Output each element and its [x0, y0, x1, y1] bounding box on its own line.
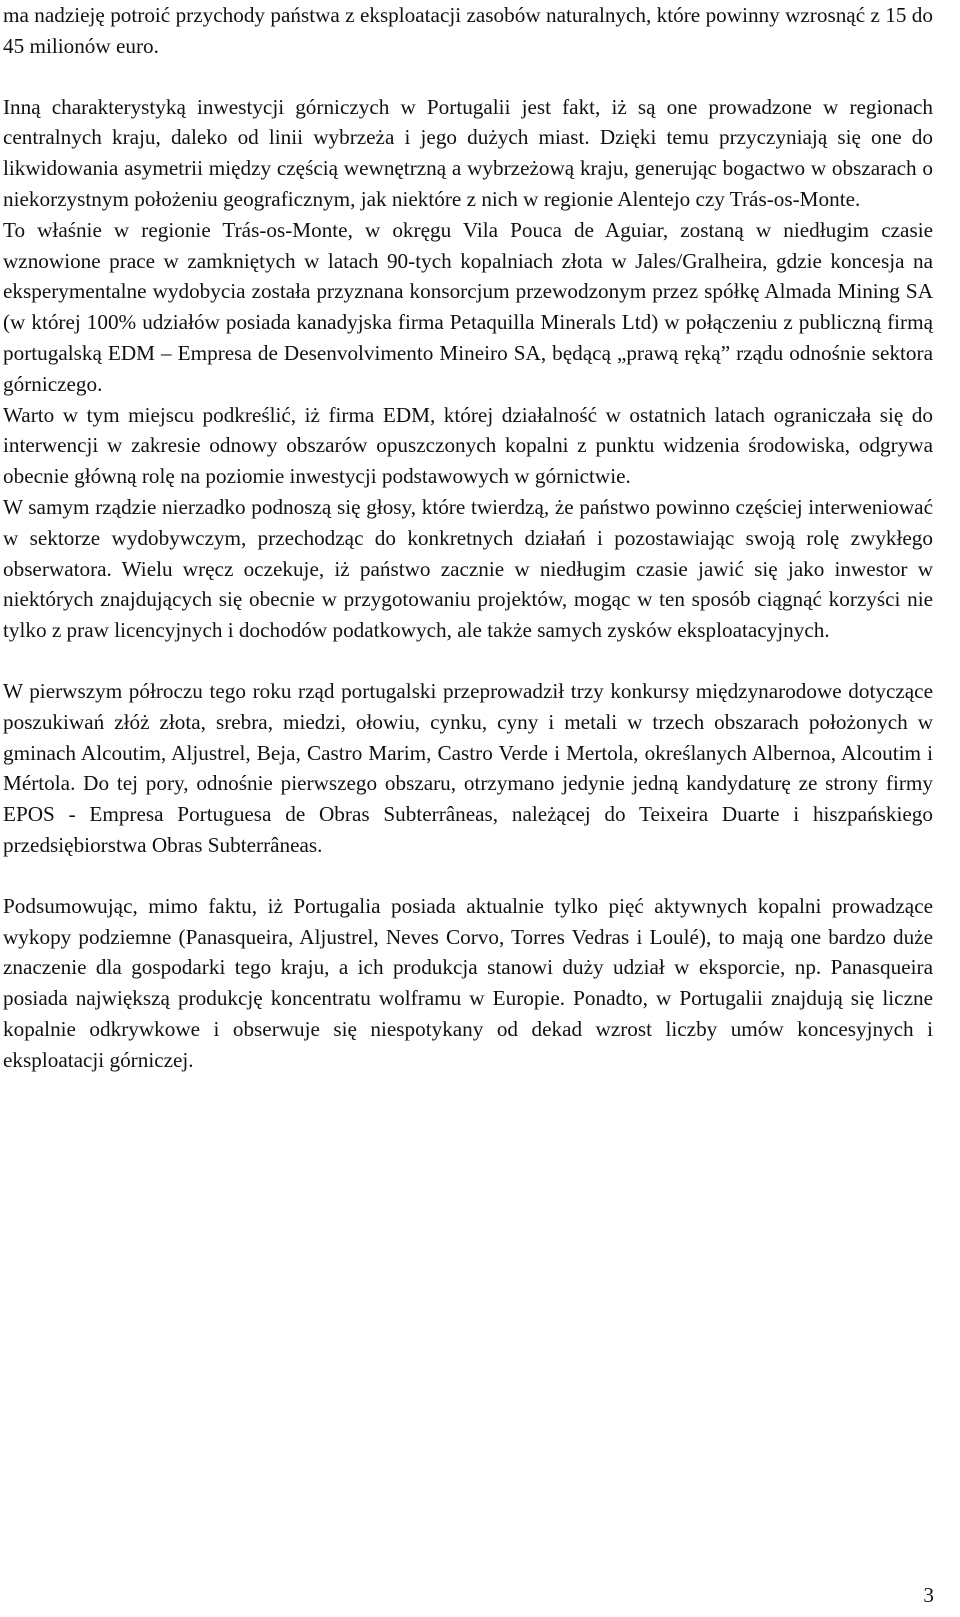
paragraph-summary: Podsumowując, mimo faktu, iż Portugalia posiada aktualnie tylko pięć aktywnych kopalni prowadzące wykopy podziemne (Panasqueira, Aljustrel, Neves Corvo, Torres Vedras i Loulé), to mają one bardzo duże znaczenie dla gospodarki tego kraju, a ich produkcja stanowi duży udział w eksporcie, np. Panasqueira posiada największą produkcję koncentratu wolframu w Europie. Ponadto, w Portugalii znajdują się liczne kopalnie odkrywkowe i obserwuje się niespotykany od dekad wzrost liczby umów koncesyjnych i eksploatacji górniczej. [3, 893, 933, 1072]
paragraph-gap [3, 646, 933, 676]
paragraph-regional-investment: Inną charakterystyką inwestycji górniczych w Portugalii jest fakt, iż są one prowadzone w regionach centralnych kraju, daleko od linii wybrzeża i jego dużych miast. Dzięki temu przyczyniają się one do likwidowania asymetrii między częścią wewnętrzną a wybrzeżową kraju, generując bogactwo w obszarach o niekorzystnym położeniu geograficznym, jak niektóre z nich w regionie Alentejo czy Trás-os-Monte. [3, 94, 933, 211]
document-page [3, 0, 933, 1076]
paragraph-edm-role: Warto w tym miejscu podkreślić, iż firma EDM, której działalność w ostatnich latach ograniczała się do interwencji w zakresie odnowy obszarów opuszczonych kopalni z punktu widzenia środowiska, odgrywa obecnie główną rolę na poziomie inwestycji podstawowych w górnictwie. [3, 402, 933, 489]
paragraph-gap [3, 861, 933, 891]
paragraph-international-tenders: W pierwszym półroczu tego roku rząd portugalski przeprowadził trzy konkursy międzynarodowe dotyczące poszukiwań złóż złota, srebra, miedzi, ołowiu, cynku, cyny i metali w trzech obszarach położonych w gminach Alcoutim, Aljustrel, Beja, Castro Marim, Castro Verde i Mertola, określanych Albernoa, Alcoutim i Mértola. Do tej pory, odnośnie pierwszego obszaru, otrzymano jedynie jedną kandydaturę ze strony firmy EPOS - Empresa Portuguesa de Obras Subterrâneas, należącej do Teixeira Duarte i hiszpańskiego przedsiębiorstwa Obras Subterrâneas. [3, 678, 933, 857]
paragraph-revenue: ma nadzieję potroić przychody państwa z eksploatacji zasobów naturalnych, które powinny wzrosnąć z 15 do 45 milionów euro. [3, 3, 933, 58]
paragraph-jales-gold-mines: To właśnie w regionie Trás-os-Monte, w okręgu Vila Pouca de Aguiar, zostaną w niedługim czasie wznowione prace w zamkniętych w latach 90-tych kopalniach złota w Jales/Gralheira, gdzie koncesja na eksperymentalne wydobycia została przyznana konsorcjum przewodzonym przez spółkę Almada Mining SA (w której 100% udziałów posiada kanadyjska firma Petaquilla Minerals Ltd) w połączeniu z publiczną firmą portugalską EDM – Empresa de Desenvolvimento Mineiro SA, będącą „prawą ręką” rządu odnośnie sektora górniczego. [3, 217, 933, 396]
paragraph-state-intervention: W samym rządzie nierzadko podnoszą się głosy, które twierdzą, że państwo powinno częściej interweniować w sektorze wydobywczym, przechodząc do konkretnych działań i pozostawiając swoją rolę zwykłego obserwatora. Wielu wręcz oczekuje, iż państwo zacznie w niedługim czasie jawić się jako inwestor w niektórych znajdujących się obecnie w przygotowaniu projektów, mogąc w ten sposób ciągnąć korzyści nie tylko z praw licencyjnych i dochodów podatkowych, ale także samych zysków eksploatacyjnych. [3, 494, 933, 643]
page-number: 3 [923, 1583, 934, 1607]
paragraph-gap [3, 62, 933, 92]
